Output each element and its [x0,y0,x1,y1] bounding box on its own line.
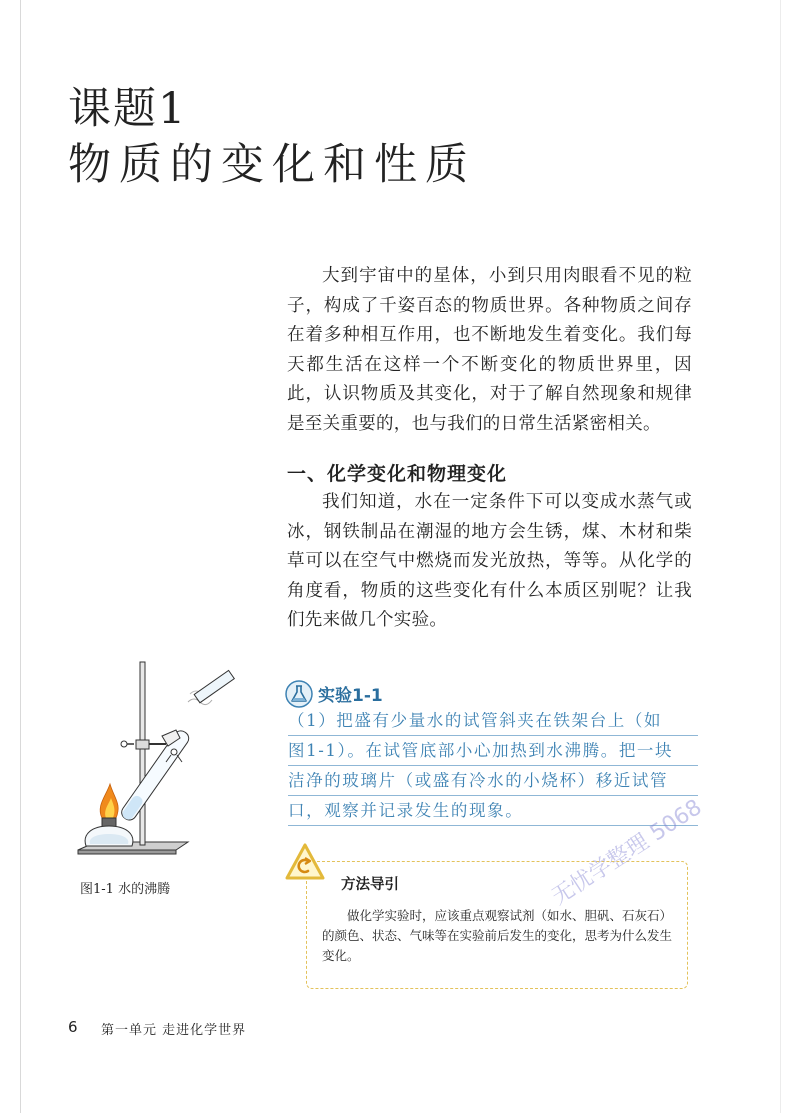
lesson-title: 物质的变化和性质 [68,140,476,190]
section-heading: 一、化学变化和物理变化 [287,463,508,485]
test-tube-apparatus-illustration [76,660,236,860]
section-paragraph: 我们知道，水在一定条件下可以变成水蒸气或冰，钢铁制品在潮湿的地方会生锈，煤、木材和柴草可以在空气中燃烧而发光放热，等等。从化学的角度看，物质的这些变化有什么本质区别呢？让我们先来做几个实验。 [287,492,692,630]
experiment-title: 实验1-1 [318,686,383,706]
watermark: 无忧学整理 5068 [547,794,707,911]
lesson-label: 课题1 [68,84,188,134]
experiment-line: 洁净的玻璃片（或盛有冷水的小烧杯）移近试管 [288,766,698,796]
figure-caption: 图1-1 水的沸腾 [80,882,171,897]
section-body [287,488,692,636]
page-right-margin-rule [780,0,781,1113]
page-left-margin-rule [20,0,21,1113]
intro-paragraph: 大到宇宙中的星体，小到只用肉眼看不见的粒子，构成了千姿百态的物质世界。各种物质之间存在着多种相互作用，也不断地发生着变化。我们每天都生活在这样一个不断变化的物质世界里，因此，认识物质及其变化，对于了解自然现象和规律是至关重要的，也与我们的日常生活紧密相关。 [287,266,692,434]
experiment-instructions [288,706,698,826]
figure-boiling-water [76,660,236,860]
method-guide-text: 做化学实验时，应该重点观察试剂（如水、胆矾、石灰石）的颜色、状态、气味等在实验前后发生的变化，思考为什么发生变化。 [322,908,673,963]
running-footer: 第一单元 走进化学世界 [101,1023,247,1038]
intro-section [287,262,692,439]
method-guide-icon [284,842,326,884]
page-number: 6 [68,1018,78,1036]
flask-icon [285,680,313,708]
experiment-line: （1）把盛有少量水的试管斜夹在铁架台上（如 [288,706,698,736]
method-guide-title: 方法导引 [341,877,399,893]
experiment-line: 口，观察并记录发生的现象。 [288,796,698,826]
experiment-line: 图1-1）。在试管底部小心加热到水沸腾。把一块 [288,736,698,766]
